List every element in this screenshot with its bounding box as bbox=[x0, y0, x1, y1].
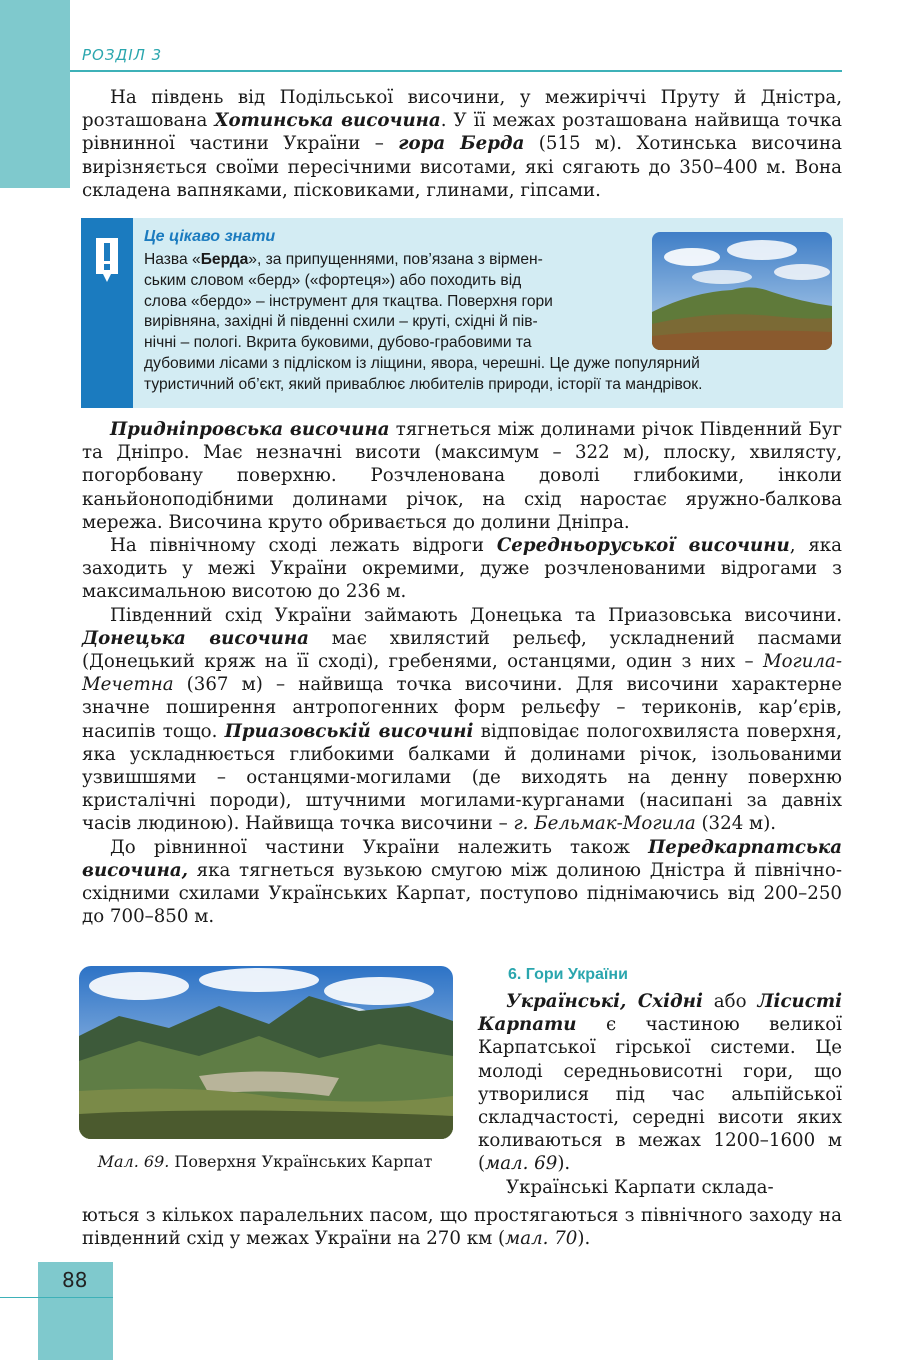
info-box bbox=[81, 218, 843, 408]
main-text-block bbox=[82, 418, 842, 928]
para4-text-i: (324 м). bbox=[695, 813, 777, 835]
info-term-berda: Берда bbox=[200, 251, 249, 268]
paragraph-carpathians bbox=[478, 990, 842, 1199]
term-forested-carpathians: Лісисті Карпати bbox=[478, 991, 842, 1036]
para4-text-g: відповідає пологохвиляста поверхня, яка ускладнюється глибокими балками й долинами річок, ізольованими узвишшями – останцями-могилами (де виходять на денну поверхню кристалічні породи), штучними могилами-курганами (насипані за давніх часів людиною). Найвища точка височини – bbox=[82, 720, 842, 835]
info-box-title: Це цікаво знати bbox=[144, 228, 276, 245]
para3-text-a: На північному сході лежать відроги bbox=[110, 535, 497, 557]
para1-text-e: (515 м). Хотинська височина вирізняється своїми пересічними висотами, які сягають до 350–400 м. Вона складена вапняками, пісковиками, глинами, гіпсами. bbox=[82, 133, 842, 201]
para1-text-c: . У її межах розташована найвища точка рівнинної частини України – bbox=[82, 110, 842, 155]
paragraph-carpathians-cont bbox=[82, 1204, 842, 1250]
info-line-6: дубовими лісами з підліском із ліщини, явора, черешні. Це дуже популярний bbox=[144, 354, 700, 372]
berda-mountain-photo bbox=[652, 232, 832, 350]
para4-text-c: має хвилястий рельєф, ускладнений пасмами (Донецький кряж на її сході), гребенями, останцями, один з них – bbox=[82, 627, 842, 673]
paragraph-khotyn bbox=[82, 86, 842, 202]
para6-text-b: або bbox=[702, 991, 758, 1012]
footer-rule bbox=[0, 1297, 113, 1298]
figure-caption bbox=[90, 1152, 440, 1172]
para7-text: Українські Карпати склада- bbox=[506, 1176, 774, 1198]
term-ukrainian-carpathians: Українські, Східні bbox=[506, 991, 703, 1012]
term-azov-upland: Приазовській височині bbox=[224, 720, 474, 742]
para4-text-e: (367 м) – найвища точка височини. Для височини характерне значне поширення антропогенних форм рельєфу – териконів, кар’єрів, насипів тощо. bbox=[82, 674, 842, 742]
info-line-2: ським словом «берд» («фортеця») або походить від bbox=[144, 271, 522, 289]
term-khotyn-upland: Хотинська височина bbox=[214, 110, 441, 132]
term-central-russian-upland: Середньоруської височини bbox=[496, 535, 790, 557]
figure-ref-69: мал. 69 bbox=[485, 1153, 558, 1175]
term-berda: гора Берда bbox=[398, 133, 525, 155]
page-number: 88 bbox=[62, 1268, 88, 1292]
carpathians-photo bbox=[79, 966, 453, 1139]
term-precarpathian-upland: Передкарпатська височина, bbox=[82, 836, 842, 881]
info-box-bar bbox=[81, 218, 133, 408]
figure-label: Мал. 69. bbox=[97, 1152, 170, 1171]
info-line-5: нічні – пологі. Вкрита буковими, дубово-грабовими та bbox=[144, 334, 532, 352]
section-label: РОЗДІЛ 3 bbox=[82, 46, 163, 64]
exclamation-icon bbox=[94, 236, 120, 286]
term-belmak-mohyla: г. Бельмак-Могила bbox=[513, 813, 696, 835]
term-mohyla-mechetna: Могила-Мечетна bbox=[82, 651, 842, 696]
info-line-1a: Назва « bbox=[144, 251, 201, 268]
paragraph-donetsk-azov bbox=[82, 604, 842, 836]
para1-text-a: На південь від Подільської височини, у межиріччі Пруту й Дністра, розташована bbox=[82, 87, 842, 132]
term-dnieper-upland: Придніпровська височина bbox=[110, 419, 390, 440]
paragraph-precarpathian bbox=[82, 836, 842, 929]
info-line-3: слова «бердо» – інструмент для ткацтва. Поверхня гори bbox=[144, 292, 553, 310]
section-heading-mountains: 6. Гори України bbox=[508, 966, 628, 983]
para6-text-f: ). bbox=[557, 1153, 571, 1175]
para4-text-a: Південний схід України займають Донецька та Приазовська височини. bbox=[110, 604, 842, 626]
para6-text-d: є частиною великої Карпатської гірської системи. Це молоді середньовисотні гори, що утворилися під час альпійської складчастості, середні висоти яких коливаються в межах 1200–1600 м ( bbox=[478, 1014, 842, 1175]
para3-text-c: , яка заходить у межі України окремими, дуже розчленованими відрогами з максимальною висотою до 236 м. bbox=[82, 535, 843, 603]
para2-text: тягнеться між долинами річок Південний Буг та Дніпро. Має незначні висоти (максимум – 322 м), плоску, хвилясту, погорбовану поверхню. Розчленована доволі глибокими, інколи каньйоноподібними долинами річок, на схід наростає яружно-балкова мережа. Височина круто обривається до долини Дніпра. bbox=[82, 419, 843, 533]
para5-text-a: До рівнинної частини України належить також bbox=[110, 836, 649, 858]
figure-text: Поверхня Українських Карпат bbox=[169, 1152, 433, 1171]
header-rule bbox=[70, 70, 842, 72]
paragraph-central-russian-upland bbox=[82, 534, 842, 604]
term-donetsk-upland: Донецька височина bbox=[82, 627, 309, 649]
info-line-7: туристичний об’єкт, який приваблює любителів природи, історії та мандрівок. bbox=[144, 375, 703, 393]
info-line-1c: », за припущеннями, пов’язана з вірмен- bbox=[248, 251, 543, 268]
para5-text-c: яка тягнеться вузькою смугою між долиною Дністра й північно-східними схилами Українських Карпат, поступово піднімаючись від 200–250 до 700–850 м. bbox=[82, 859, 842, 928]
paragraph-dnieper-upland bbox=[82, 418, 842, 534]
figure-ref-70: мал. 70 bbox=[505, 1228, 578, 1250]
para8-text-c: ). bbox=[577, 1228, 591, 1250]
info-line-4: вирівняна, західні й південні схили – круті, східні й пів- bbox=[144, 313, 538, 331]
chapter-tab-top bbox=[0, 0, 70, 188]
para8-text-a: ються з кількох паралельних пасом, що простягаються з північного заходу на південний схід у межах України на 270 км ( bbox=[82, 1205, 842, 1250]
